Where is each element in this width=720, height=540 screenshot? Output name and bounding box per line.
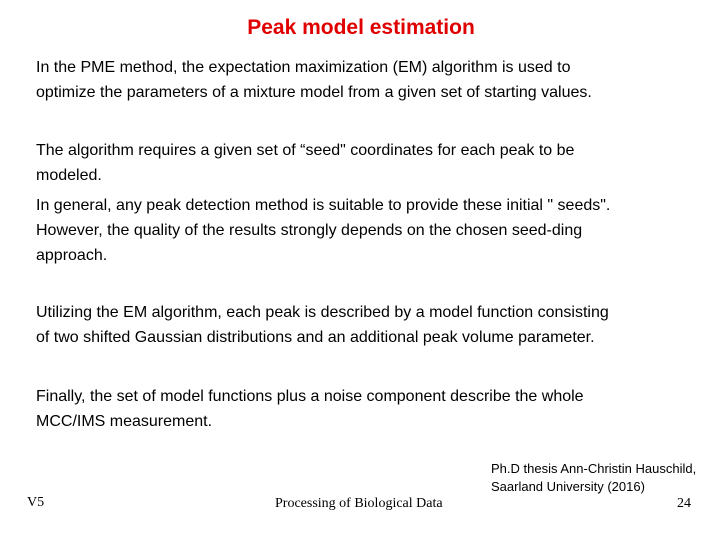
text-line: of two shifted Gaussian distributions and an additional peak volume parameter. [36, 329, 595, 346]
paragraph-noise-component [36, 384, 696, 434]
footer-version-label: V5 [27, 495, 45, 510]
credit-line: Saarland University (2016) [491, 479, 645, 494]
footer-course-title: Processing of Biological Data [275, 496, 443, 511]
text-line: approach. [36, 247, 108, 264]
footer-thesis-credit [491, 460, 696, 496]
credit-line: Ph.D thesis Ann-Christin Hauschild, [491, 461, 697, 476]
paragraph-pme-method [36, 55, 696, 105]
page-number: 24 [677, 496, 691, 511]
text-line: The algorithm requires a given set of “seed" coordinates for each peak to be [36, 142, 575, 159]
text-line: Finally, the set of model functions plus a noise component describe the whole [36, 388, 584, 405]
slide-title: Peak model estimation [247, 16, 475, 39]
paragraph-peak-detection [36, 193, 696, 268]
text-line: MCC/IMS measurement. [36, 413, 213, 430]
text-line: modeled. [36, 167, 102, 184]
text-line: Utilizing the EM algorithm, each peak is described by a model function consisting [36, 304, 609, 321]
text-line: In the PME method, the expectation maximization (EM) algorithm is used to [36, 59, 571, 76]
text-line: optimize the parameters of a mixture model from a given set of starting values. [36, 84, 592, 101]
paragraph-seed-coordinates [36, 138, 696, 188]
paragraph-em-model-function [36, 300, 696, 350]
text-line: In general, any peak detection method is suitable to provide these initial " seeds". [36, 197, 611, 214]
text-line: However, the quality of the results strongly depends on the chosen seed-ding [36, 222, 583, 239]
